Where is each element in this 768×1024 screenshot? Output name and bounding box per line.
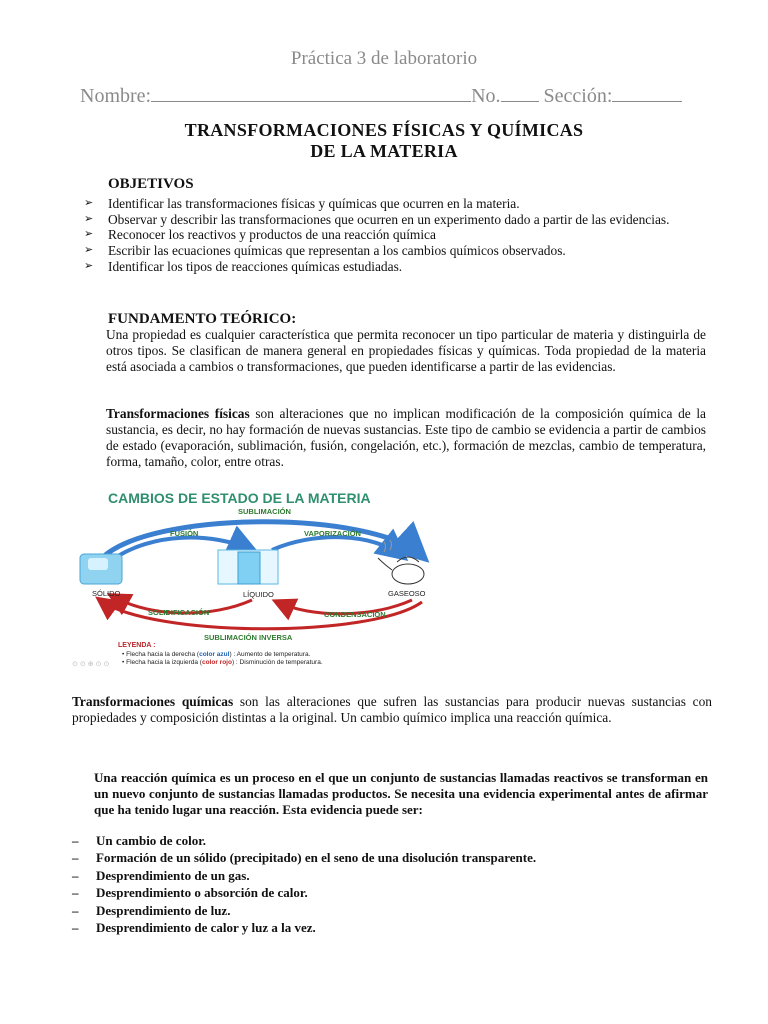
dash-bullet-icon: – xyxy=(72,902,79,918)
student-info-line xyxy=(80,84,682,108)
list-item: – Un cambio de color. xyxy=(72,833,207,848)
label-sublimacion: SUBLIMACIÓN xyxy=(238,507,291,516)
objetivos-heading: OBJETIVOS xyxy=(108,176,194,192)
no-label: No. xyxy=(471,85,501,107)
label-sublimacion-inversa: SUBLIMACIÓN INVERSA xyxy=(204,633,293,642)
legend-line-1: • Flecha hacia la derecha (color azul) : Aumento de temperatura. xyxy=(122,651,311,658)
fisicas-text: son alteraciones que no implican modificación de la composición química de la sustancia, es decir, no hay formación de nuevas sustancias. Este tipo de cambio se evidencia a partir de cambios de estado (evaporación, sublimación, fusión, congelación, etc.), formación de mezclas, cambio de temperatura, forma, tamaño, color, entre otras. xyxy=(106,406,707,469)
quimicas-paragraph xyxy=(72,694,712,726)
arrow-bullet-icon: ➢ xyxy=(84,244,94,257)
quimicas-text: son las alteraciones que sufren las sustancias para producir nuevas sustancias con propiedades y composición distintas a la original. Un cambio químico implica una reacción química. xyxy=(72,694,712,725)
no-blank xyxy=(501,84,539,102)
quimicas-term: Transformaciones químicas xyxy=(72,694,234,709)
list-item: ➢ Observar y describir las transformaciones que ocurren en un experimento dado a partir de las evidencias. xyxy=(84,211,670,227)
list-item: ➢ Identificar las transformaciones físicas y químicas que ocurren en la materia. xyxy=(84,196,520,211)
water-glass-icon xyxy=(218,550,278,584)
practice-title: Práctica 3 de laboratorio xyxy=(290,48,478,69)
vaporizacion-arrow xyxy=(272,537,402,556)
arrow-bullet-icon: ➢ xyxy=(84,259,94,272)
legend-title: LEYENDA : xyxy=(118,642,156,649)
ice-cube-icon xyxy=(80,554,122,584)
list-item: – Desprendimiento de luz. xyxy=(72,902,231,918)
reaccion-paragraph: Una reacción química es un proceso en el que un conjunto de sustancias llamadas reactivos se transforman en un nuevo conjunto de sustancias llamadas productos. Se necesita una evidencia experimental antes de afirmar que ha tenido lugar una reacción. Esta evidencia puede ser: xyxy=(94,770,708,817)
list-item: – Desprendimiento o absorción de calor. xyxy=(72,885,308,901)
fisicas-paragraph xyxy=(106,406,706,470)
label-liquido: LÍQUIDO xyxy=(243,590,274,599)
label-vaporizacion: VAPORIZACIÓN xyxy=(304,529,361,538)
evidencias-list xyxy=(72,832,712,936)
seccion-blank xyxy=(612,84,682,102)
legend-line-2: • Flecha hacia la izquierda (color rojo) : Disminución de temperatura. xyxy=(122,659,323,666)
document-title xyxy=(0,120,768,162)
objetivos-list xyxy=(84,196,714,275)
title-line-1: TRANSFORMACIONES FÍSICAS Y QUÍMICAS xyxy=(184,120,584,140)
dash-bullet-icon: – xyxy=(72,833,79,848)
diagram-title: CAMBIOS DE ESTADO DE LA MATERIA xyxy=(108,490,371,506)
list-item: – Desprendimiento de un gas. xyxy=(72,867,250,883)
arrow-bullet-icon: ➢ xyxy=(84,228,94,241)
nombre-blank xyxy=(151,84,471,102)
nombre-label: Nombre: xyxy=(80,85,152,107)
arrow-bullet-icon: ➢ xyxy=(84,212,94,225)
fundamento-paragraph: Una propiedad es cualquier característica que permita reconocer un tipo particular de materia y distinguirla de otros tipos. Se clasifican de manera general en propiedades físicas y químicas. Toda propiedad de la materia está asociada a cambios o transformaciones, que pueden identificarse a partir de las evidencias. xyxy=(106,327,706,374)
list-item: ➢ Escribir las ecuaciones químicas que representan a los cambios químicos observados. xyxy=(84,243,566,259)
list-item: ➢ Reconocer los reactivos y productos de una reacción química xyxy=(84,227,436,243)
viewer-toolbar-icons: ⊙⊙⊕⊙⊙ xyxy=(72,660,112,668)
seccion-label: Sección: xyxy=(543,85,613,107)
fundamento-heading: FUNDAMENTO TEÓRICO: xyxy=(108,311,297,327)
arrow-bullet-icon: ➢ xyxy=(84,197,94,209)
label-solidificacion: SOLIDIFICACIÓN xyxy=(148,608,210,617)
title-line-2: DE LA MATERIA xyxy=(310,141,458,161)
dash-bullet-icon: – xyxy=(72,920,79,936)
fisicas-term: Transformaciones físicas xyxy=(106,406,250,421)
label-solido: SÓLIDO xyxy=(92,589,121,598)
label-gaseoso: GASEOSO xyxy=(388,589,426,598)
dash-bullet-icon: – xyxy=(72,885,79,901)
list-item: ➢ Identificar los tipos de reacciones químicas estudiadas. xyxy=(84,258,403,274)
dash-bullet-icon: – xyxy=(72,850,79,866)
list-item: – Desprendimiento de calor y luz a la vez. xyxy=(72,920,316,936)
states-of-matter-diagram xyxy=(72,488,464,674)
label-condensacion: CONDENSACIÓN xyxy=(324,610,386,619)
label-fusion: FUSIÓN xyxy=(170,529,199,538)
dash-bullet-icon: – xyxy=(72,867,79,883)
list-item: – Formación de un sólido (precipitado) en el seno de una disolución transparente. xyxy=(72,850,537,866)
